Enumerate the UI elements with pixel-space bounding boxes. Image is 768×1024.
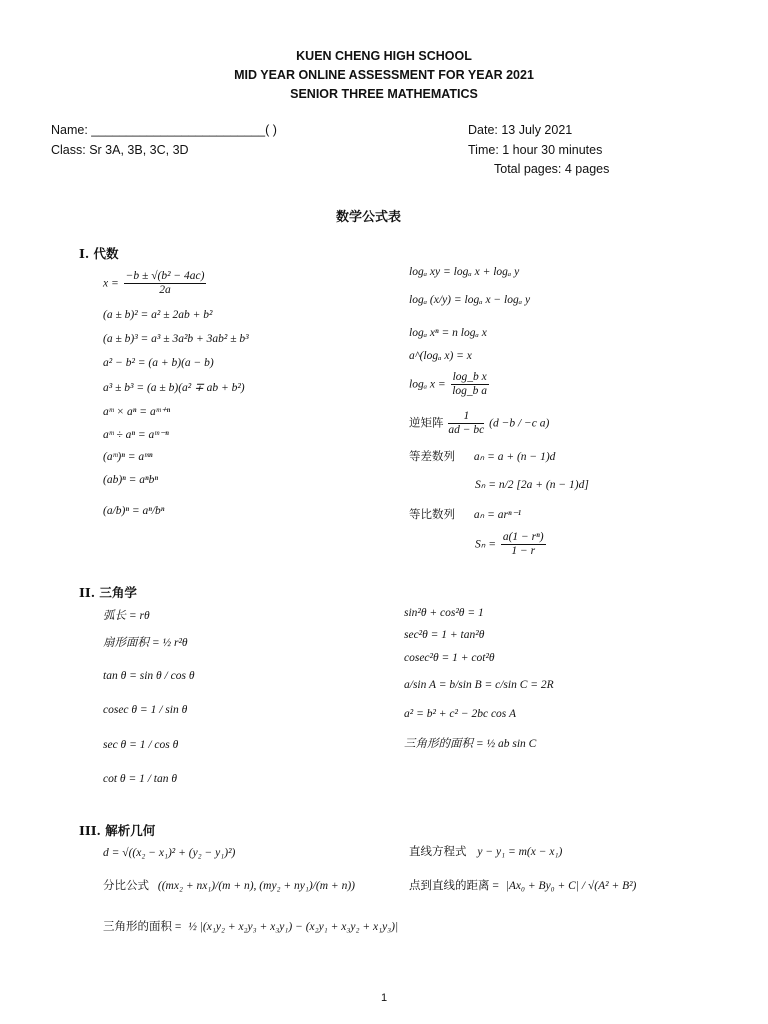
formula-exponent-product: aᵐ × aⁿ = aᵐ⁺ⁿ <box>103 406 171 418</box>
triangle-area-coordinates: 三角形的面积 = ½ |(x₁y₂ + x₂y₃ + x₃y₁) − (x₂y₁ + x₃y₂ + x₁y₃)| <box>103 921 399 933</box>
inverse-matrix-label: 逆矩阵 <box>409 417 444 430</box>
class-field: Class: Sr 3A, 3B, 3C, 3D <box>51 143 189 157</box>
triangle-area-coordinates-label: 三角形的面积 = <box>103 921 182 933</box>
point-to-line-distance: 点到直线的距离 = |Ax₀ + By₀ + C| / √(A² + B²) <box>409 880 637 892</box>
arithmetic-sequence-label: 等差数列 <box>409 451 455 463</box>
geometric-sequence-sum: Sₙ = $\frac{\text{a(1 − rⁿ)}}{1 - r}$ <box>475 531 544 558</box>
cosine-rule: a² = b² + c² − 2bc cos A <box>404 708 516 720</box>
formula-power-of-fraction: (a/b)ⁿ = aⁿ/bⁿ <box>103 505 165 517</box>
arc-length-formula: 弧长 = rθ <box>103 610 150 622</box>
tan-formula: tan θ = sin θ / cos θ <box>103 670 195 682</box>
quadratic-denominator: 2a <box>159 284 171 297</box>
inverse-matrix-numerator: 1 <box>448 410 484 424</box>
time-field: Time: 1 hour 30 minutes <box>468 143 603 157</box>
triangle-area-trig: 三角形的面积 = ½ ab sin C <box>404 738 537 750</box>
inverse-matrix-denominator: ad − bc <box>448 424 485 437</box>
formula-power-of-power: (aᵐ)ⁿ = aᵐⁿ <box>103 451 153 463</box>
geometric-sequence-label: 等比数列 <box>409 509 455 521</box>
log-change-numerator: log_b x <box>451 371 489 385</box>
section-algebra-heading: I. 代数 <box>79 246 119 261</box>
line-equation-label: 直线方程式 <box>409 846 467 858</box>
formula-power-of-product: (ab)ⁿ = aⁿbⁿ <box>103 474 159 486</box>
point-to-line-label: 点到直线的距离 = <box>409 880 499 892</box>
total-pages-field: Total pages: 4 pages <box>494 162 610 176</box>
sec-formula: sec θ = 1 / cos θ <box>103 739 179 751</box>
pythagorean-identity-1: sin²θ + cos²θ = 1 <box>404 607 484 619</box>
inverse-matrix-entries: (d −b / −c a) <box>489 417 550 430</box>
formula-sum-difference-of-cubes: a³ ± b³ = (a ± b)(a² ∓ ab + b²) <box>103 382 245 394</box>
log-change-denominator: log_b a <box>452 385 488 398</box>
pythagorean-identity-3: cosec²θ = 1 + cot²θ <box>404 652 495 664</box>
formula-sheet-title: 数学公式表 <box>336 210 402 225</box>
cot-formula: cot θ = 1 / tan θ <box>103 773 177 785</box>
section-analytic-geometry-heading: III. 解析几何 <box>79 823 156 838</box>
name-field: Name: _________________________( ) <box>51 123 277 137</box>
quadratic-formula: x = $\frac{\text{−b ± √(b² − 4ac)}}{2a}$ <box>103 270 205 297</box>
inverse-matrix-formula <box>409 410 549 437</box>
distance-formula: d = √((x₂ − x₁)² + (y₂ − y₁)²) <box>103 847 236 859</box>
section-trigonometry-heading: II. 三角学 <box>79 585 137 600</box>
pythagorean-identity-2: sec²θ = 1 + tan²θ <box>404 629 485 641</box>
log-change-of-base: logₐ x = $\frac{\text{log\_b x}}{\text{log\_b a}}$ <box>409 371 488 398</box>
arithmetic-sequence-sum: Sₙ = n/2 [2a + (n − 1)d] <box>475 479 589 491</box>
sector-area-formula: 扇形面积 = ½ r²θ <box>103 637 188 649</box>
log-product-rule: logₐ xy = logₐ x + logₐ y <box>409 266 520 278</box>
exam-title: MID YEAR ONLINE ASSESSMENT FOR YEAR 2021 <box>234 68 534 82</box>
log-identity: a^(logₐ x) = x <box>409 350 472 362</box>
sine-rule: a/sin A = b/sin B = c/sin C = 2R <box>404 679 554 691</box>
geometric-sum-numerator: a(1 − rⁿ) <box>501 531 546 545</box>
arithmetic-sequence-term: 等差数列 aₙ = a + (n − 1)d <box>409 451 556 463</box>
geometric-sum-denominator: 1 − r <box>511 545 536 558</box>
cosec-formula: cosec θ = 1 / sin θ <box>103 704 188 716</box>
quadratic-numerator: −b ± √(b² − 4ac) <box>124 270 207 284</box>
log-power-rule: logₐ xⁿ = n logₐ x <box>409 327 487 339</box>
section-formula: 分比公式 ((mx₂ + nx₁)/(m + n), (my₂ + ny₁)/(m + n)) <box>103 880 355 892</box>
page-number: 1 <box>380 992 388 1004</box>
formula-difference-of-squares: a² − b² = (a + b)(a − b) <box>103 357 214 369</box>
line-equation: 直线方程式 y − y₁ = m(x − x₁) <box>409 846 563 858</box>
geometric-sequence-term: 等比数列 aₙ = arⁿ⁻¹ <box>409 509 522 521</box>
log-quotient-rule: logₐ (x/y) = logₐ x − logₐ y <box>409 294 531 306</box>
section-formula-label: 分比公式 <box>103 880 149 892</box>
date-field: Date: 13 July 2021 <box>468 123 573 137</box>
school-name: KUEN CHENG HIGH SCHOOL <box>296 49 472 63</box>
subject-title: SENIOR THREE MATHEMATICS <box>290 87 478 101</box>
formula-exponent-quotient: aᵐ ÷ aⁿ = aᵐ⁻ⁿ <box>103 429 169 441</box>
formula-cube-expansion: (a ± b)³ = a³ ± 3a²b + 3ab² ± b³ <box>103 333 249 345</box>
formula-square-expansion: (a ± b)² = a² ± 2ab + b² <box>103 309 213 321</box>
